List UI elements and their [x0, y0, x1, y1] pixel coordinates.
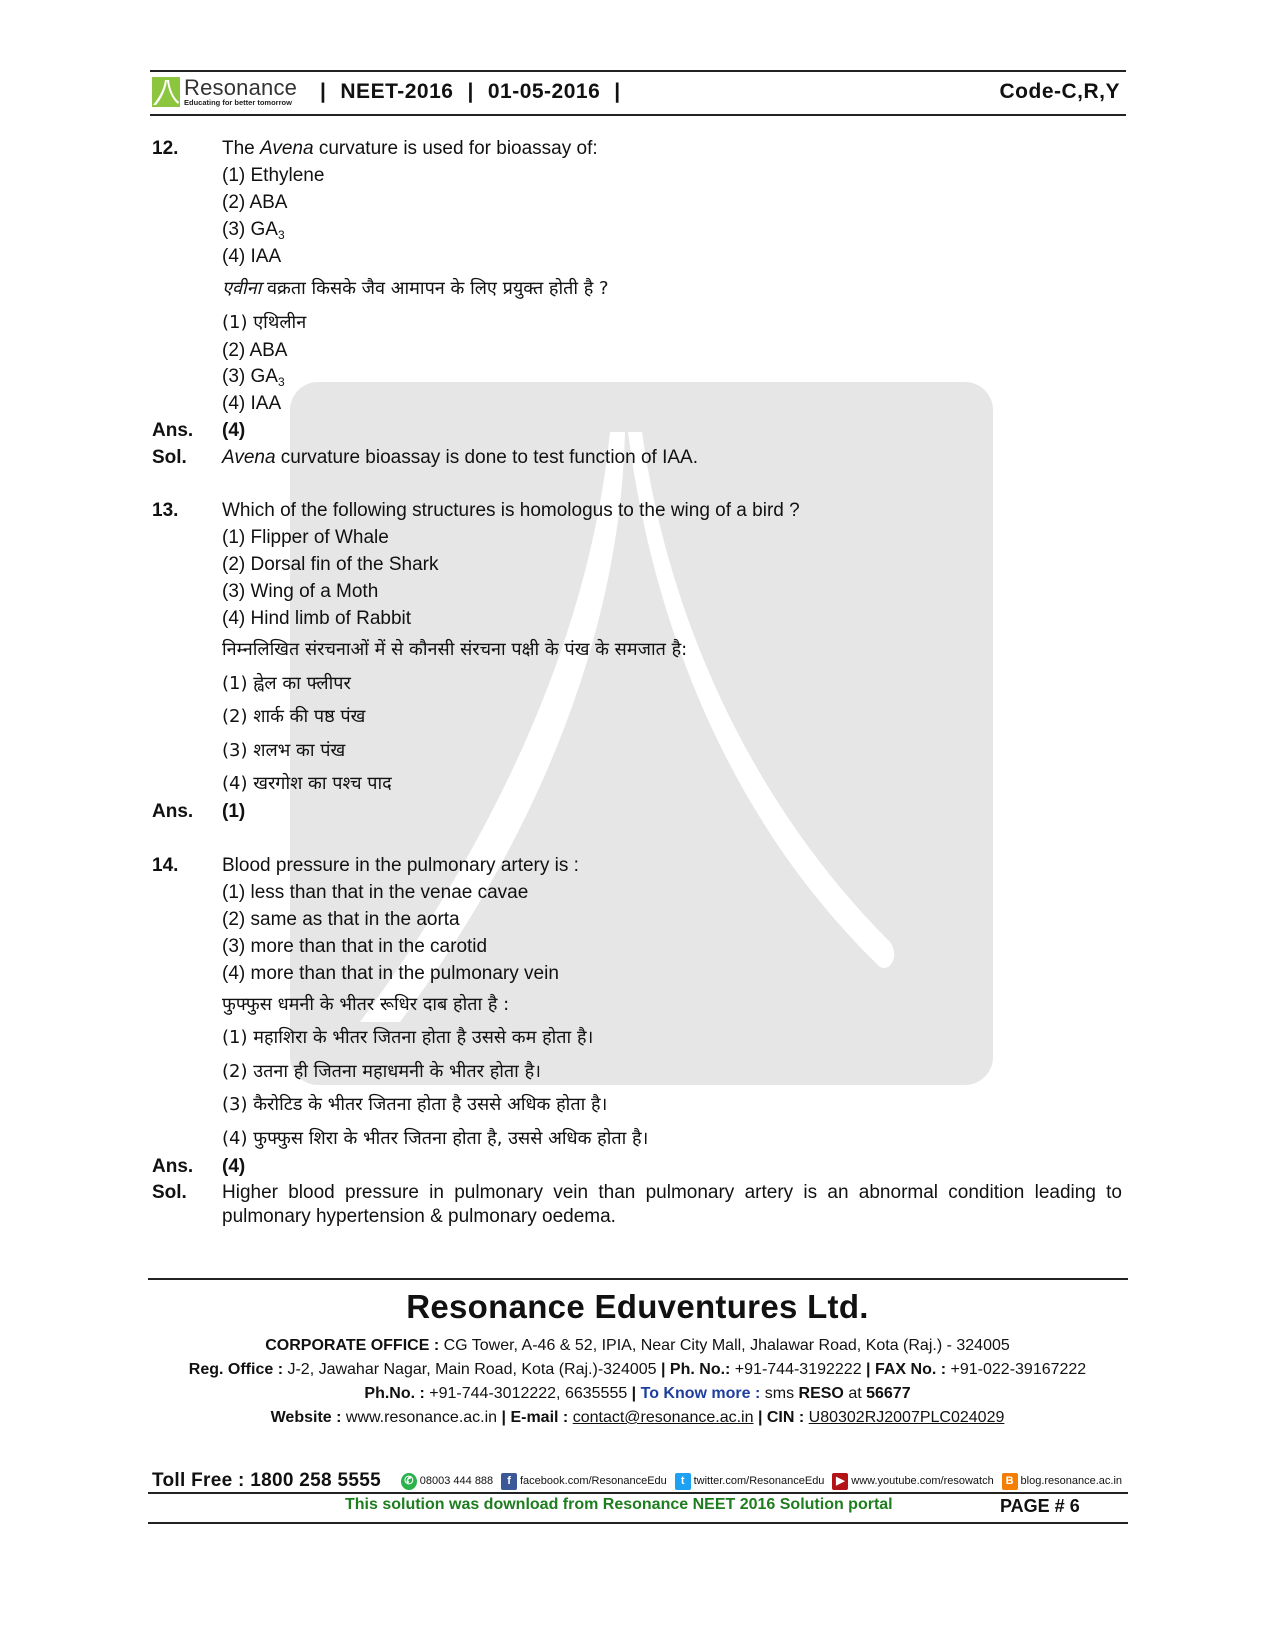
website-link[interactable]: www.resonance.ac.in [341, 1409, 498, 1426]
corporate-office: CORPORATE OFFICE : CG Tower, A-46 & 52, IPIA, Near City Mall, Jhalawar Road, Kota (Raj.) - 324005 [265, 1337, 1010, 1354]
option-en: (1) Flipper of Whale [222, 527, 389, 548]
paper-code: Code-C,R,Y [999, 80, 1120, 103]
page-header [150, 70, 1126, 116]
option-en: (3) $GA_3$ [222, 219, 285, 242]
page-number: PAGE # 6 [1000, 1496, 1080, 1516]
option-hi: (4) IAA [222, 393, 282, 414]
option-en: (1) Ethylene [222, 165, 325, 186]
question-number: 12. [152, 138, 179, 159]
blog-icon: B [1002, 1473, 1018, 1490]
option-en: (2) ABA [222, 192, 288, 213]
email-link[interactable]: contact@resonance.ac.in [572, 1409, 754, 1426]
option-hi: (4) फुफ्फुस शिरा के भीतर जितना होता है, उससे अधिक होता है। [222, 1128, 649, 1149]
answer-value: (4) [222, 1156, 246, 1177]
option-hi: (3) शलभ का पंख [222, 740, 346, 761]
answer-value: (1) [222, 801, 246, 822]
option-hi: (1) एथिलीन [222, 312, 307, 333]
toll-free: Toll Free : 1800 258 5555 [152, 1470, 381, 1491]
separator: | [467, 80, 474, 103]
answer-label: Ans. [152, 1156, 194, 1177]
option-hi: (2) उतना ही जितना महाधमनी के भीतर होता है। [222, 1061, 541, 1082]
youtube-icon: ▶ [832, 1473, 848, 1490]
registered-office: Reg. Office : J-2, Jawahar Nagar, Main Road, Kota (Raj.)-324005 | Ph. No.: +91-744-3192222 | FAX No. : +91-022-39167222 [188, 1361, 1087, 1378]
exam-name: NEET-2016 [340, 80, 454, 103]
facebook-icon: f [501, 1473, 517, 1490]
question-number: 13. [152, 500, 179, 521]
resonance-logo [152, 75, 297, 109]
header-exam-info [320, 80, 635, 104]
option-en: (2) Dorsal fin of the Shark [222, 554, 439, 575]
option-hi: (4) खरगोश का पश्च पाद [222, 773, 392, 794]
separator: | [320, 80, 327, 103]
logo-tagline: Educating for better tomorrow [184, 98, 292, 108]
solution-label: Sol. [152, 447, 187, 468]
twitter-icon: t [675, 1473, 691, 1490]
phone-info: Ph.No. : +91-744-3012222, 6635555 | To Know more : sms RESO at 56677 [364, 1385, 911, 1402]
option-en: (4) more than that in the pulmonary vein [222, 963, 559, 984]
option-hi: (3) $GA_3$ [222, 366, 285, 389]
option-en: (1) less than that in the venae cavae [222, 882, 529, 903]
answer-label: Ans. [152, 420, 194, 441]
option-en: (2) same as that in the aorta [222, 909, 460, 930]
separator: | [614, 80, 621, 103]
question-text-hindi: फुफ्फुस धमनी के भीतर रूधिर दाब होता है : [222, 994, 510, 1015]
answer-value: (4) [222, 420, 246, 441]
option-hi: (2) शार्क की पष्ठ पंख [222, 706, 366, 727]
whatsapp-number: 08003 444 888 [419, 1475, 494, 1487]
option-hi: (1) महाशिरा के भीतर जितना होता है उससे कम होता है। [222, 1027, 594, 1048]
option-en: (3) more than that in the carotid [222, 936, 488, 957]
twitter-link[interactable]: twitter.com/ResonanceEdu [693, 1475, 825, 1487]
footer-rule [148, 1522, 1128, 1524]
footer-rule [148, 1492, 1128, 1494]
contact-bar [152, 1470, 1122, 1492]
youtube-link[interactable]: www.youtube.com/resowatch [851, 1475, 994, 1487]
option-hi: (1) ह्वेल का फ्लीपर [222, 673, 351, 694]
option-hi: (3) कैरोटिड के भीतर जितना होता है उससे अधिक होता है। [222, 1094, 608, 1115]
footer-rule [148, 1278, 1128, 1280]
solution-label: Sol. [152, 1182, 187, 1203]
option-en: (4) IAA [222, 246, 282, 267]
question-text: Blood pressure in the pulmonary artery is : [222, 855, 579, 876]
solution-text: Avena curvature bioassay is done to test function of IAA. [222, 447, 698, 468]
logo-mark-icon [152, 77, 180, 107]
facebook-link[interactable]: facebook.com/ResonanceEdu [520, 1475, 667, 1487]
whatsapp-icon: ✆ [401, 1473, 417, 1490]
question-text: The Avena curvature is used for bioassay of: [222, 138, 598, 159]
answer-label: Ans. [152, 801, 194, 822]
question-number: 14. [152, 855, 179, 876]
logo-name: Resonance [184, 75, 298, 101]
exam-date: 01-05-2016 [487, 80, 601, 103]
download-note: This solution was download from Resonance NEET 2016 Solution portal [345, 1496, 893, 1513]
option-en: (4) Hind limb of Rabbit [222, 608, 412, 629]
option-en: (3) Wing of a Moth [222, 581, 379, 602]
question-text-hindi: निम्नलिखित संरचनाओं में से कौनसी संरचना पक्षी के पंख के समजात है: [222, 639, 688, 660]
option-hi: (2) ABA [222, 340, 288, 361]
blog-link[interactable]: blog.resonance.ac.in [1020, 1475, 1123, 1487]
question-text: Which of the following structures is homologus to the wing of a bird ? [222, 500, 800, 521]
company-name: Resonance Eduventures Ltd. [406, 1288, 869, 1325]
website-info: Website : www.resonance.ac.in | E-mail : contact@resonance.ac.in | CIN : U80302RJ2007PLC024029 [270, 1409, 1005, 1426]
solution-text: Higher blood pressure in pulmonary vein than pulmonary artery is an abnormal condition leading to pulmonary hypertension & pulmonary oedema. [222, 1182, 1122, 1227]
question-text-hindi: एवीना वक्रता किसके जैव आमापन के लिए प्रयुक्त होती है ? [222, 278, 609, 299]
